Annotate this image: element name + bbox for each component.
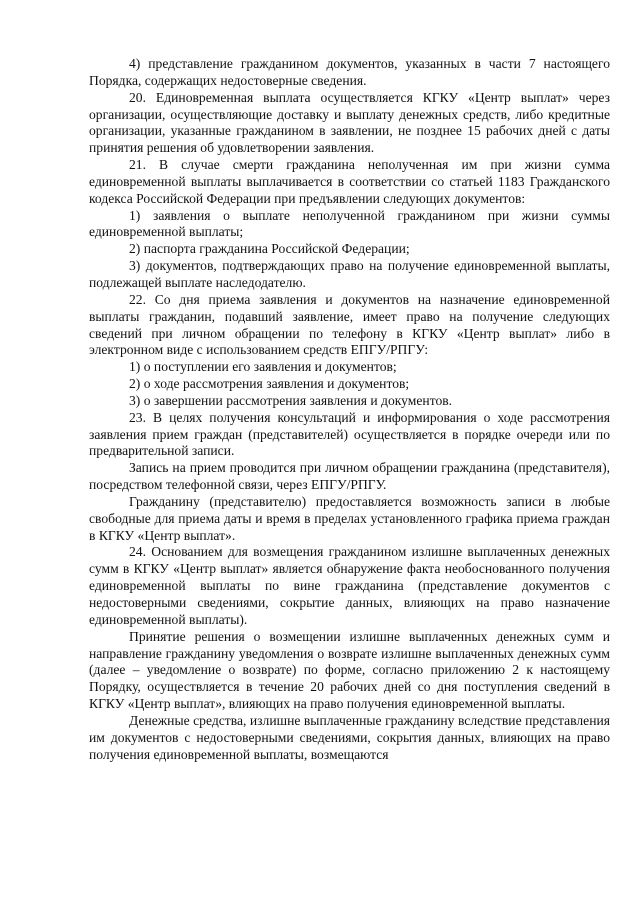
- paragraph-24-decision: Принятие решения о возмещении излишне выплаченных денежных сумм и направление гражданину уведомления о возврате излишне выплаченных денежных сумм (далее – уведомление о возврате) по форме, согласно приложению 2 к настоящему Порядку, осуществляется в течение 20 рабочих дней со дня поступления сведений в КГКУ «Центр выплат», влияющих на право получения единовременной выплаты.: [89, 628, 610, 712]
- paragraph-21-item-3: 3) документов, подтверждающих право на получение единовременной выплаты, подлежащей выплате наследодателю.: [89, 258, 610, 290]
- paragraph-22-item-2: 2) о ходе рассмотрения заявления и документов;: [129, 376, 410, 392]
- paragraph-section-20: 20. Единовременная выплата осуществляется КГКУ «Центр выплат» через организации, осуществляющие доставку и выплату денежных средств, либо кредитные организации, указанные гражданином в заявлении, не позднее 15 рабочих дней с даты принятия решения об удовлетворении заявления.: [89, 89, 610, 156]
- document-page: [89, 56, 610, 763]
- paragraph-21-item-1: 1) заявления о выплате неполученной гражданином при жизни суммы единовременной выплаты;: [89, 207, 610, 240]
- paragraph-24-refund: Денежные средства, излишне выплаченные гражданину вследствие представления им документов с недостоверными сведениями, сокрытия данных, влияющих на право получения единовременной выплаты, возмещаются: [89, 712, 610, 762]
- paragraph-section-24: 24. Основанием для возмещения гражданином излишне выплаченных денежных сумм в КГКУ «Центр выплат» является обнаружение факта необоснованного получения единовременной выплаты по вине гражданина (представление документов с недостоверными сведениями, сокрытие данных, влияющих на право назначение единовременной выплаты).: [89, 544, 610, 627]
- paragraph-item-4: 4) представление гражданином документов, указанных в части 7 настоящего Порядка, содержащих недостоверные сведения.: [89, 56, 610, 88]
- paragraph-section-23: 23. В целях получения консультаций и информирования о ходе рассмотрения заявления прием граждан (представителей) осуществляется в порядке очереди или по предварительной записи.: [89, 409, 610, 459]
- paragraph-section-22: 22. Со дня приема заявления и документов на назначение единовременной выплаты гражданин, подавший заявление, имеет право на получение следующих сведений при личном обращении по телефону в КГКУ «Центр выплат» либо в электронном виде с использованием средств ЕПГУ/РПГУ:: [89, 291, 610, 358]
- paragraph-21-item-2: 2) паспорта гражданина Российской Федерации;: [129, 241, 410, 257]
- paragraph-22-item-1: 1) о поступлении его заявления и документов;: [129, 359, 397, 375]
- paragraph-22-item-3: 3) о завершении рассмотрения заявления и документов.: [129, 392, 453, 408]
- paragraph-23-schedule: Гражданину (представителю) предоставляется возможность записи в любые свободные для приема даты и время в пределах установленного графика приема граждан в КГКУ «Центр выплат».: [89, 493, 610, 543]
- paragraph-23-appointment: Запись на прием проводится при личном обращении гражданина (представителя), посредством телефонной связи, через ЕПГУ/РПГУ.: [89, 460, 610, 493]
- paragraph-section-21: 21. В случае смерти гражданина неполученная им при жизни сумма единовременной выплаты выплачивается в соответствии со статьей 1183 Гражданского кодекса Российской Федерации при предъявлении следующих документов:: [89, 157, 610, 206]
